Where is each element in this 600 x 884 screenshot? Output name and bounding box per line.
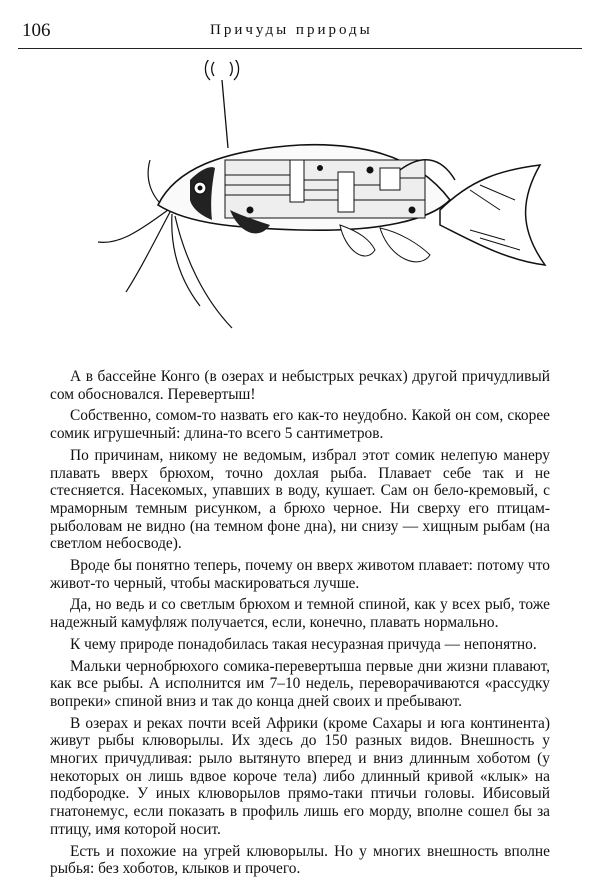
- catfish-illustration: [0, 60, 600, 360]
- paragraph: Да, но ведь и со светлым брюхом и темной спиной, как у всех рыб, тоже надежный камуфляж получается, если, конечно, плавать нормально.: [50, 596, 550, 632]
- paragraph: К чему природе понадобилась такая несуразная причуда — непонятно.: [70, 635, 537, 653]
- page-number: 106: [22, 20, 51, 41]
- paragraph: Собственно, сомом-то назвать его как-то неудобно. Какой он сом, скорее сомик игрушечный: длина-то всего 5 сантиметров.: [50, 407, 550, 443]
- paragraph: А в бассейне Конго (в озерах и небыстрых речках) другой причудливый сом обосновался. Перевертыш!: [50, 368, 550, 403]
- paragraph: По причинам, никому не ведомым, избрал этот сомик нелепую манеру плавать вверх брюхом, точно дохлая рыба. Плавает себе так и не стесняется. Насекомых, упавших в воду, кушает. Сам он бело-кремовый, с мраморным темным рисунком, а брюхо черное. Ни сверху его птицам-рыболовам не видно (на темном фоне дна), ни снизу — хищным рыбам (на светлом небосводе).: [50, 446, 550, 553]
- paragraph: Мальки чернобрюхого сомика-перевертыша первые дни жизни плавают, как все рыбы. А исполнится им 7–10 недель, переворачиваются «рассудку вопреки» спиной вниз и так до конца дней своих и пребывают.: [50, 657, 550, 710]
- paragraph: Есть и похожие на угрей клюворылы. Но у многих внешность вполне рыбья: без хоботов, клыков и прочего.: [50, 842, 550, 878]
- body-text: [50, 368, 550, 882]
- paragraph: Вроде бы понятно теперь, почему он вверх животом плавает: потому что живот-то черный, чтобы маскироваться лучше.: [50, 557, 550, 592]
- paragraph: В озерах и реках почти всей Африки (кроме Сахары и юга континента) живут рыбы клюворылы. Их здесь до 150 разных видов. Внешность у многих причудливая: рыло вытянуто вперед и вниз длинным хоботом (у некоторых он лишь вдвое короче тела) либо длинный кривой «клык» на подбородке. У иных клюворылов прямо-таки птичьи головы. Ибисовый гнатонемус, если показать в профиль лишь его морду, вполне сошел бы за птицу, имя которой носит.: [50, 714, 550, 838]
- header-rule: [18, 48, 582, 49]
- antenna-icon: [205, 60, 238, 148]
- fish-tail: [440, 165, 545, 265]
- running-title: Причуды природы: [210, 22, 373, 38]
- circuit-board: [225, 160, 425, 218]
